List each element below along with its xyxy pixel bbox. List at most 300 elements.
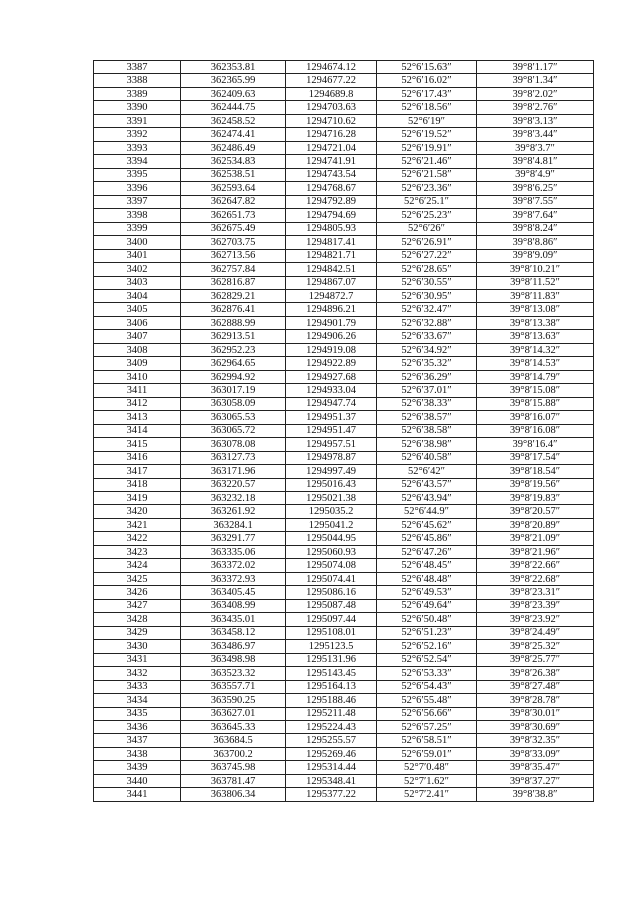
longitude-cell: 39°8′3.7″ [477,141,594,154]
y-coordinate-cell: 1295074.08 [286,559,377,572]
x-coordinate-cell: 363684.5 [181,734,286,747]
x-coordinate-cell: 362888.99 [181,316,286,329]
y-coordinate-cell: 1295164.13 [286,680,377,693]
longitude-cell: 39°8′14.53″ [477,357,594,370]
table-row [94,141,594,154]
x-coordinate-cell: 362964.65 [181,357,286,370]
table-row [94,640,594,653]
point-number-cell: 3435 [94,707,181,720]
x-coordinate-cell: 362757.84 [181,263,286,276]
table-row [94,572,594,585]
latitude-cell: 52°7′0.48″ [377,761,477,774]
y-coordinate-cell: 1294933.04 [286,384,377,397]
latitude-cell: 52°6′32.88″ [377,316,477,329]
y-coordinate-cell: 1294710.62 [286,114,377,127]
longitude-cell: 39°8′18.54″ [477,465,594,478]
point-number-cell: 3418 [94,478,181,491]
y-coordinate-cell: 1294768.67 [286,182,377,195]
latitude-cell: 52°6′28.65″ [377,263,477,276]
point-number-cell: 3405 [94,303,181,316]
latitude-cell: 52°6′38.57″ [377,411,477,424]
latitude-cell: 52°6′30.55″ [377,276,477,289]
latitude-cell: 52°6′59.01″ [377,747,477,760]
longitude-cell: 39°8′35.47″ [477,761,594,774]
y-coordinate-cell: 1294978.87 [286,451,377,464]
y-coordinate-cell: 1294951.47 [286,424,377,437]
latitude-cell: 52°6′38.98″ [377,438,477,451]
point-number-cell: 3387 [94,61,181,74]
longitude-cell: 39°8′4.81″ [477,155,594,168]
y-coordinate-cell: 1294947.74 [286,397,377,410]
latitude-cell: 52°6′26″ [377,222,477,235]
longitude-cell: 39°8′7.55″ [477,195,594,208]
y-coordinate-cell: 1294677.22 [286,74,377,87]
latitude-cell: 52°6′53.33″ [377,667,477,680]
longitude-cell: 39°8′11.52″ [477,276,594,289]
y-coordinate-cell: 1295211.48 [286,707,377,720]
table-row [94,653,594,666]
y-coordinate-cell: 1294842.51 [286,263,377,276]
y-coordinate-cell: 1294805.93 [286,222,377,235]
table-row [94,155,594,168]
point-number-cell: 3406 [94,316,181,329]
point-number-cell: 3420 [94,505,181,518]
point-number-cell: 3399 [94,222,181,235]
y-coordinate-cell: 1294919.08 [286,343,377,356]
longitude-cell: 39°8′10.21″ [477,263,594,276]
y-coordinate-cell: 1294867.07 [286,276,377,289]
table-row [94,182,594,195]
table-row [94,667,594,680]
x-coordinate-cell: 363291.77 [181,532,286,545]
y-coordinate-cell: 1294703.63 [286,101,377,114]
longitude-cell: 39°8′19.56″ [477,478,594,491]
x-coordinate-cell: 363261.92 [181,505,286,518]
y-coordinate-cell: 1294957.51 [286,438,377,451]
y-coordinate-cell: 1295255.57 [286,734,377,747]
table-row [94,316,594,329]
y-coordinate-cell: 1294689.8 [286,87,377,100]
x-coordinate-cell: 362353.81 [181,61,286,74]
y-coordinate-cell: 1294794.69 [286,209,377,222]
y-coordinate-cell: 1295123.5 [286,640,377,653]
latitude-cell: 52°6′43.57″ [377,478,477,491]
y-coordinate-cell: 1295348.41 [286,774,377,787]
latitude-cell: 52°6′52.54″ [377,653,477,666]
longitude-cell: 39°8′16.08″ [477,424,594,437]
point-number-cell: 3428 [94,613,181,626]
table-row [94,465,594,478]
x-coordinate-cell: 362876.41 [181,303,286,316]
table-row [94,774,594,787]
table-row [94,492,594,505]
point-number-cell: 3397 [94,195,181,208]
longitude-cell: 39°8′2.02″ [477,87,594,100]
x-coordinate-cell: 363335.06 [181,545,286,558]
x-coordinate-cell: 363645.33 [181,720,286,733]
table-row [94,289,594,302]
table-row [94,343,594,356]
y-coordinate-cell: 1294906.26 [286,330,377,343]
point-number-cell: 3416 [94,451,181,464]
y-coordinate-cell: 1294821.71 [286,249,377,262]
point-number-cell: 3419 [94,492,181,505]
point-number-cell: 3407 [94,330,181,343]
y-coordinate-cell: 1295314.44 [286,761,377,774]
latitude-cell: 52°6′17.43″ [377,87,477,100]
y-coordinate-cell: 1294901.79 [286,316,377,329]
table-row [94,559,594,572]
latitude-cell: 52°6′15.63″ [377,61,477,74]
x-coordinate-cell: 362365.99 [181,74,286,87]
longitude-cell: 39°8′7.64″ [477,209,594,222]
point-number-cell: 3434 [94,694,181,707]
table-row [94,222,594,235]
x-coordinate-cell: 363405.45 [181,586,286,599]
table-row [94,532,594,545]
table-row [94,438,594,451]
point-number-cell: 3395 [94,168,181,181]
table-row [94,451,594,464]
longitude-cell: 39°8′15.88″ [477,397,594,410]
longitude-cell: 39°8′33.09″ [477,747,594,760]
longitude-cell: 39°8′23.31″ [477,586,594,599]
latitude-cell: 52°7′1.62″ [377,774,477,787]
x-coordinate-cell: 363284.1 [181,518,286,531]
coordinates-table-body [94,61,594,802]
x-coordinate-cell: 362593.64 [181,182,286,195]
longitude-cell: 39°8′1.34″ [477,74,594,87]
longitude-cell: 39°8′30.69″ [477,720,594,733]
latitude-cell: 52°6′47.26″ [377,545,477,558]
table-row [94,61,594,74]
x-coordinate-cell: 362444.75 [181,101,286,114]
point-number-cell: 3400 [94,236,181,249]
y-coordinate-cell: 1294997.49 [286,465,377,478]
x-coordinate-cell: 362474.41 [181,128,286,141]
latitude-cell: 52°6′57.25″ [377,720,477,733]
latitude-cell: 52°6′19″ [377,114,477,127]
y-coordinate-cell: 1295131.96 [286,653,377,666]
x-coordinate-cell: 362538.51 [181,168,286,181]
table-row [94,424,594,437]
y-coordinate-cell: 1295097.44 [286,613,377,626]
x-coordinate-cell: 363372.02 [181,559,286,572]
latitude-cell: 52°6′52.16″ [377,640,477,653]
latitude-cell: 52°6′43.94″ [377,492,477,505]
table-row [94,613,594,626]
x-coordinate-cell: 363065.72 [181,424,286,437]
y-coordinate-cell: 1294792.89 [286,195,377,208]
longitude-cell: 39°8′3.44″ [477,128,594,141]
longitude-cell: 39°8′15.08″ [477,384,594,397]
x-coordinate-cell: 363058.09 [181,397,286,410]
y-coordinate-cell: 1295086.16 [286,586,377,599]
latitude-cell: 52°6′42″ [377,465,477,478]
longitude-cell: 39°8′13.38″ [477,316,594,329]
point-number-cell: 3401 [94,249,181,262]
y-coordinate-cell: 1294674.12 [286,61,377,74]
point-number-cell: 3413 [94,411,181,424]
table-row [94,694,594,707]
latitude-cell: 52°6′18.56″ [377,101,477,114]
longitude-cell: 39°8′21.96″ [477,545,594,558]
x-coordinate-cell: 362647.82 [181,195,286,208]
latitude-cell: 52°6′49.53″ [377,586,477,599]
x-coordinate-cell: 363627.01 [181,707,286,720]
longitude-cell: 39°8′16.07″ [477,411,594,424]
table-row [94,545,594,558]
point-number-cell: 3388 [94,74,181,87]
latitude-cell: 52°6′16.02″ [377,74,477,87]
table-row [94,303,594,316]
x-coordinate-cell: 362534.83 [181,155,286,168]
x-coordinate-cell: 363220.57 [181,478,286,491]
table-row [94,195,594,208]
y-coordinate-cell: 1294872.7 [286,289,377,302]
table-row [94,87,594,100]
point-number-cell: 3393 [94,141,181,154]
longitude-cell: 39°8′8.24″ [477,222,594,235]
x-coordinate-cell: 363486.97 [181,640,286,653]
point-number-cell: 3425 [94,572,181,585]
table-row [94,680,594,693]
longitude-cell: 39°8′11.83″ [477,289,594,302]
table-row [94,505,594,518]
longitude-cell: 39°8′16.4″ [477,438,594,451]
y-coordinate-cell: 1295035.2 [286,505,377,518]
table-row [94,128,594,141]
x-coordinate-cell: 363171.96 [181,465,286,478]
x-coordinate-cell: 363078.08 [181,438,286,451]
point-number-cell: 3432 [94,667,181,680]
coordinates-table [93,60,594,802]
table-row [94,626,594,639]
y-coordinate-cell: 1295021.38 [286,492,377,505]
longitude-cell: 39°8′24.49″ [477,626,594,639]
latitude-cell: 52°6′32.47″ [377,303,477,316]
x-coordinate-cell: 362675.49 [181,222,286,235]
y-coordinate-cell: 1295060.93 [286,545,377,558]
x-coordinate-cell: 363435.01 [181,613,286,626]
point-number-cell: 3403 [94,276,181,289]
table-row [94,586,594,599]
x-coordinate-cell: 362713.56 [181,249,286,262]
latitude-cell: 52°6′58.51″ [377,734,477,747]
x-coordinate-cell: 363065.53 [181,411,286,424]
x-coordinate-cell: 363408.99 [181,599,286,612]
table-row [94,370,594,383]
point-number-cell: 3439 [94,761,181,774]
table-row [94,114,594,127]
y-coordinate-cell: 1294896.21 [286,303,377,316]
longitude-cell: 39°8′19.83″ [477,492,594,505]
point-number-cell: 3389 [94,87,181,100]
longitude-cell: 39°8′38.8″ [477,788,594,801]
longitude-cell: 39°8′3.13″ [477,114,594,127]
table-row [94,384,594,397]
x-coordinate-cell: 363781.47 [181,774,286,787]
latitude-cell: 52°6′34.92″ [377,343,477,356]
x-coordinate-cell: 362458.52 [181,114,286,127]
point-number-cell: 3440 [94,774,181,787]
point-number-cell: 3396 [94,182,181,195]
latitude-cell: 52°6′48.45″ [377,559,477,572]
x-coordinate-cell: 362703.75 [181,236,286,249]
x-coordinate-cell: 363232.18 [181,492,286,505]
table-row [94,236,594,249]
latitude-cell: 52°6′36.29″ [377,370,477,383]
y-coordinate-cell: 1294922.89 [286,357,377,370]
point-number-cell: 3417 [94,465,181,478]
x-coordinate-cell: 362816.87 [181,276,286,289]
x-coordinate-cell: 362952.23 [181,343,286,356]
table-row [94,518,594,531]
point-number-cell: 3441 [94,788,181,801]
table-row [94,209,594,222]
table-row [94,747,594,760]
point-number-cell: 3410 [94,370,181,383]
latitude-cell: 52°6′27.22″ [377,249,477,262]
latitude-cell: 52°6′33.67″ [377,330,477,343]
y-coordinate-cell: 1295269.46 [286,747,377,760]
point-number-cell: 3392 [94,128,181,141]
latitude-cell: 52°6′37.01″ [377,384,477,397]
x-coordinate-cell: 363557.71 [181,680,286,693]
table-row [94,357,594,370]
latitude-cell: 52°6′19.91″ [377,141,477,154]
point-number-cell: 3411 [94,384,181,397]
longitude-cell: 39°8′14.32″ [477,343,594,356]
point-number-cell: 3408 [94,343,181,356]
y-coordinate-cell: 1294927.68 [286,370,377,383]
longitude-cell: 39°8′21.09″ [477,532,594,545]
latitude-cell: 52°6′48.48″ [377,572,477,585]
point-number-cell: 3423 [94,545,181,558]
y-coordinate-cell: 1295143.45 [286,667,377,680]
longitude-cell: 39°8′26.38″ [477,667,594,680]
latitude-cell: 52°6′56.66″ [377,707,477,720]
point-number-cell: 3424 [94,559,181,572]
point-number-cell: 3414 [94,424,181,437]
point-number-cell: 3422 [94,532,181,545]
y-coordinate-cell: 1294817.41 [286,236,377,249]
latitude-cell: 52°6′40.58″ [377,451,477,464]
x-coordinate-cell: 362651.73 [181,209,286,222]
longitude-cell: 39°8′28.78″ [477,694,594,707]
point-number-cell: 3404 [94,289,181,302]
x-coordinate-cell: 362409.63 [181,87,286,100]
x-coordinate-cell: 363372.93 [181,572,286,585]
latitude-cell: 52°6′50.48″ [377,613,477,626]
x-coordinate-cell: 362994.92 [181,370,286,383]
longitude-cell: 39°8′13.63″ [477,330,594,343]
y-coordinate-cell: 1294721.04 [286,141,377,154]
point-number-cell: 3426 [94,586,181,599]
y-coordinate-cell: 1294741.91 [286,155,377,168]
table-row [94,788,594,801]
table-row [94,276,594,289]
point-number-cell: 3421 [94,518,181,531]
latitude-cell: 52°6′26.91″ [377,236,477,249]
table-row [94,101,594,114]
longitude-cell: 39°8′22.68″ [477,572,594,585]
latitude-cell: 52°6′45.86″ [377,532,477,545]
longitude-cell: 39°8′9.09″ [477,249,594,262]
point-number-cell: 3394 [94,155,181,168]
longitude-cell: 39°8′27.48″ [477,680,594,693]
point-number-cell: 3436 [94,720,181,733]
longitude-cell: 39°8′23.39″ [477,599,594,612]
longitude-cell: 39°8′22.66″ [477,559,594,572]
x-coordinate-cell: 362829.21 [181,289,286,302]
point-number-cell: 3398 [94,209,181,222]
longitude-cell: 39°8′30.01″ [477,707,594,720]
y-coordinate-cell: 1294716.28 [286,128,377,141]
table-row [94,720,594,733]
longitude-cell: 39°8′17.54″ [477,451,594,464]
point-number-cell: 3427 [94,599,181,612]
table-row [94,330,594,343]
y-coordinate-cell: 1294951.37 [286,411,377,424]
point-number-cell: 3433 [94,680,181,693]
point-number-cell: 3429 [94,626,181,639]
y-coordinate-cell: 1295041.2 [286,518,377,531]
table-row [94,478,594,491]
point-number-cell: 3409 [94,357,181,370]
table-row [94,707,594,720]
x-coordinate-cell: 363700.2 [181,747,286,760]
y-coordinate-cell: 1295016.43 [286,478,377,491]
point-number-cell: 3412 [94,397,181,410]
table-row [94,397,594,410]
latitude-cell: 52°6′21.46″ [377,155,477,168]
longitude-cell: 39°8′25.32″ [477,640,594,653]
table-row [94,761,594,774]
latitude-cell: 52°6′54.43″ [377,680,477,693]
y-coordinate-cell: 1295044.95 [286,532,377,545]
longitude-cell: 39°8′32.35″ [477,734,594,747]
longitude-cell: 39°8′25.77″ [477,653,594,666]
point-number-cell: 3431 [94,653,181,666]
point-number-cell: 3402 [94,263,181,276]
y-coordinate-cell: 1295087.48 [286,599,377,612]
y-coordinate-cell: 1295074.41 [286,572,377,585]
point-number-cell: 3391 [94,114,181,127]
point-number-cell: 3438 [94,747,181,760]
table-row [94,263,594,276]
table-row [94,74,594,87]
longitude-cell: 39°8′37.27″ [477,774,594,787]
longitude-cell: 39°8′6.25″ [477,182,594,195]
y-coordinate-cell: 1295108.01 [286,626,377,639]
latitude-cell: 52°6′35.32″ [377,357,477,370]
latitude-cell: 52°6′19.52″ [377,128,477,141]
x-coordinate-cell: 363498.98 [181,653,286,666]
x-coordinate-cell: 363127.73 [181,451,286,464]
latitude-cell: 52°6′30.95″ [377,289,477,302]
x-coordinate-cell: 363590.25 [181,694,286,707]
point-number-cell: 3437 [94,734,181,747]
latitude-cell: 52°6′45.62″ [377,518,477,531]
x-coordinate-cell: 363458.12 [181,626,286,639]
latitude-cell: 52°7′2.41″ [377,788,477,801]
x-coordinate-cell: 362913.51 [181,330,286,343]
table-row [94,168,594,181]
longitude-cell: 39°8′2.76″ [477,101,594,114]
point-number-cell: 3430 [94,640,181,653]
x-coordinate-cell: 363745.98 [181,761,286,774]
